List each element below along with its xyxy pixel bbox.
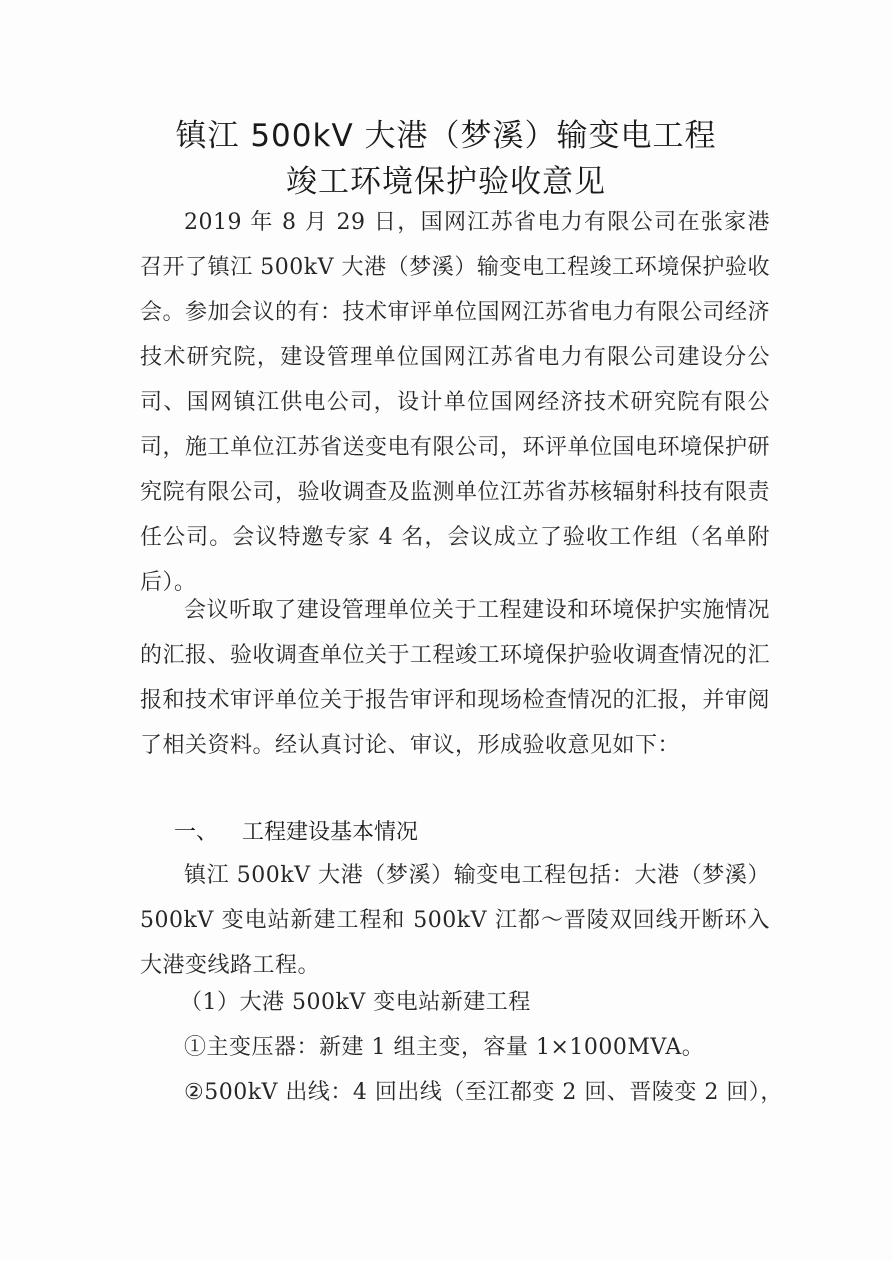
paragraph-text: 会议听取了建设管理单位关于工程建设和环境保护实施情况的汇报、验收调查单位关于工程竣工环境保护验收调查情况的汇报和技术审评单位关于报告审评和现场检查情况的汇报，并审阅了相关资料。经认真讨论、审议，形成验收意见如下：	[140, 598, 771, 758]
document-title-line-1: 镇江 500kV 大港（梦溪）输变电工程	[175, 118, 717, 154]
paragraph-text: 2019 年 8 月 29 日，国网江苏省电力有限公司在张家港召开了镇江 500kV 大港（梦溪）输变电工程竣工环境保护验收会。参加会议的有：技术审评单位国网江苏省电力有限公司经济技术研究院，建设管理单位国网江苏省电力有限公司建设分公司、国网镇江供电公司，设计单位国网经济技术研究院有限公司，施工单位江苏省送变电有限公司，环评单位国电环境保护研究院有限公司，验收调查及监测单位江苏省苏核辐射科技有限责任公司。会议特邀专家 4 名，会议成立了验收工作组（名单附后）。	[140, 210, 771, 595]
section-title: 工程建设基本情况	[242, 820, 419, 845]
paragraph-meeting-attendees	[140, 200, 770, 605]
document-title-line-2: 竣工环境保护验收意见	[286, 164, 606, 200]
section-heading-1	[174, 815, 418, 846]
section-number: 一、	[174, 820, 219, 845]
paragraph-project-scope	[140, 853, 770, 988]
subsection-heading-1: （1）大港 500kV 变电站新建工程	[180, 990, 531, 1015]
paragraph-meeting-reports	[140, 588, 770, 768]
list-item-transformer: ①主变压器：新建 1 组主变，容量 1×1000MVA。	[184, 1035, 705, 1060]
list-item-outgoing-lines: ②500kV 出线：4 回出线（至江都变 2 回、晋陵变 2 回），	[184, 1080, 783, 1105]
paragraph-text: 镇江 500kV 大港（梦溪）输变电工程包括：大港（梦溪）500kV 变电站新建工程和 500kV 江都～晋陵双回线开断环入大港变线路工程。	[140, 863, 770, 978]
